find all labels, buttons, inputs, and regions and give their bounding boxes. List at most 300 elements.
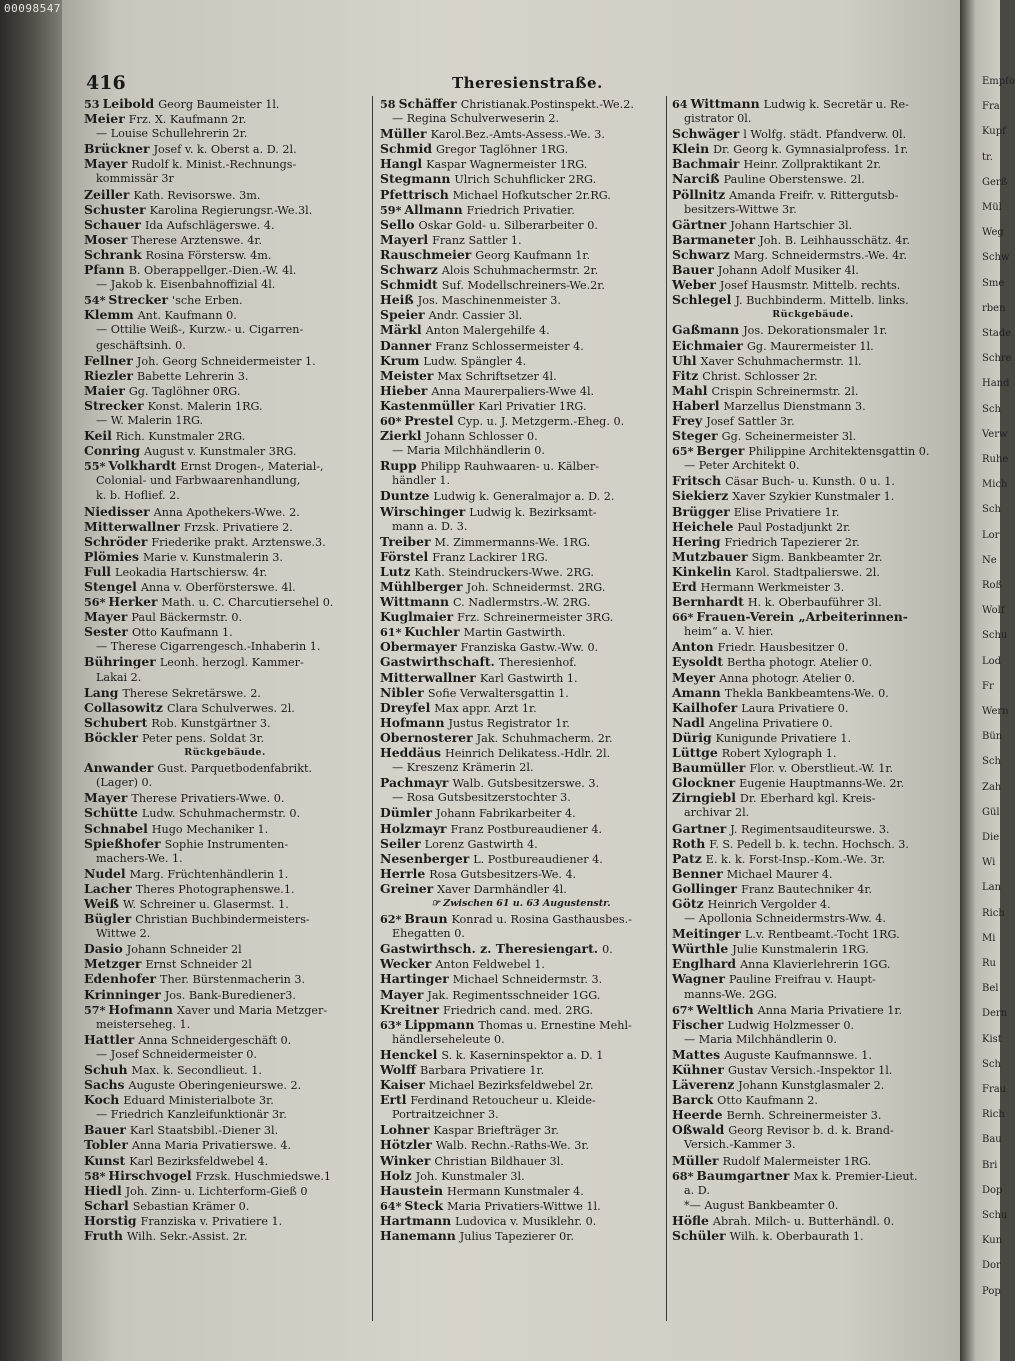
resident-name: Berger (696, 443, 745, 459)
resident-name: Anwander (84, 760, 154, 776)
resident-details: Max appr. Arzt 1r. (434, 701, 537, 715)
resident-name: Pöllnitz (672, 186, 726, 202)
resident-name: Mayer (84, 609, 128, 625)
directory-entry (672, 368, 954, 383)
resident-name: Sester (84, 624, 128, 640)
directory-entry (380, 1137, 662, 1152)
resident-name: Förstel (380, 548, 429, 564)
resident-details: Anna Schneidergeschäft 0. (138, 1033, 292, 1047)
resident-details: Anton Feldwebel 1. (435, 958, 545, 972)
resident-name: Heiß (380, 292, 414, 308)
column-right (672, 96, 954, 1321)
resident-details: Max k. Premier-Lieut. (793, 1169, 918, 1183)
directory-entry (84, 866, 366, 881)
resident-details: Pauline Oberstenswe. 2l. (723, 173, 865, 187)
resident-details: Paul Postadjunkt 2r. (737, 520, 851, 534)
resident-name: Wecker (380, 956, 432, 972)
directory-entry (672, 156, 954, 171)
next-page-fragment: Kist (982, 1033, 1002, 1045)
directory-entry (672, 881, 954, 896)
resident-details: Franz Postbureaudiener 4. (450, 822, 603, 836)
directory-entry (84, 564, 366, 579)
directory-entry (380, 821, 662, 836)
resident-details: Therese Arztenswe. 4r. (131, 233, 263, 247)
resident-details: Portraitzeichner 3. (392, 1108, 499, 1122)
entry-continuation (672, 805, 954, 820)
resident-name: Nibler (380, 684, 424, 700)
directory-entry (380, 654, 662, 669)
next-page-fragment: Dor (982, 1260, 1001, 1272)
resident-details: Otto Kaufmann 2. (717, 1094, 818, 1108)
resident-name: Rupp (380, 458, 417, 474)
resident-details: Maria Privatiers-Wittwe 1l. (447, 1199, 601, 1213)
resident-name: Leibold (102, 96, 155, 111)
resident-details: L. Postbureaudiener 4. (473, 852, 603, 866)
entry-continuation (84, 775, 366, 790)
resident-name: Mayerl (380, 231, 429, 247)
directory-entry (672, 609, 954, 624)
resident-details: Versich.-Kammer 3. (684, 1138, 796, 1152)
resident-details: Franz Bautechniker 4r. (741, 882, 873, 896)
resident-name: Kuchler (404, 624, 460, 640)
resident-details: Karol.Bez.-Amts-Assess.-We. 3. (430, 128, 605, 142)
resident-name: Ertl (380, 1092, 407, 1108)
resident-details: 0. (602, 943, 613, 957)
entry-continuation (84, 473, 366, 488)
entry-continuation (380, 473, 662, 488)
entry-continuation (84, 926, 366, 941)
resident-details: W. Schreiner u. Glasermst. 1. (122, 897, 289, 911)
directory-entry (672, 790, 954, 805)
directory-entry (380, 398, 662, 413)
resident-name: Fitz (672, 367, 699, 383)
directory-entry (380, 1168, 662, 1183)
resident-details: meisterseheg. 1. (96, 1017, 191, 1031)
directory-entry (380, 307, 662, 322)
entry-continuation (672, 911, 954, 926)
directory-entry (84, 383, 366, 398)
directory-entry (672, 564, 954, 579)
resident-details: Martin Gastwirth. (463, 626, 566, 640)
next-page-fragment: Gerß (982, 176, 1008, 188)
column-left (84, 96, 366, 1321)
resident-details: Kaspar Wagnermeister 1RG. (426, 158, 588, 172)
entry-continuation (84, 488, 366, 503)
next-page-fragment: Wolf (982, 605, 1005, 617)
resident-name: Erd (672, 579, 697, 594)
resident-details: Leokadia Hartschiersw. 4r. (115, 565, 268, 579)
resident-name: Seiler (380, 835, 421, 851)
directory-entry (672, 262, 954, 277)
resident-details: — Kreszenz Krämerin 2l. (392, 761, 534, 775)
resident-details: Jos. Maschinenmeister 3. (417, 294, 561, 308)
resident-details: Rudolf Malermeister 1RG. (722, 1154, 872, 1168)
resident-details: Frzsk. Huschmiedswe.1 (195, 1169, 332, 1183)
resident-details: Barbara Privatiere 1r. (420, 1064, 545, 1077)
resident-details: Max. k. Secondlieut. 1. (131, 1064, 262, 1077)
section-heading: Rückgebäude. (772, 309, 854, 321)
directory-entry (672, 1017, 954, 1032)
resident-details: Sigm. Bankbeamter 2r. (751, 550, 883, 564)
resident-name: Hering (672, 533, 721, 549)
directory-entry (672, 1153, 954, 1168)
resident-details: Franz Schlossermeister 4. (435, 339, 584, 353)
house-number: 66* (672, 610, 694, 625)
directory-entry (380, 171, 662, 186)
directory-entry (380, 187, 662, 202)
resident-name: Fritsch (672, 473, 722, 489)
next-page-fragment: Bri (982, 1159, 998, 1171)
resident-name: Meitinger (672, 926, 741, 942)
resident-details: Karl Gastwirth 1. (479, 671, 578, 685)
entry-continuation (84, 1047, 366, 1062)
resident-details: Anton Malergehilfe 4. (425, 324, 550, 338)
resident-details: Gust. Parquetbodenfabrikt. (157, 762, 313, 776)
resident-name: Schauer (84, 216, 141, 232)
resident-details: Konst. Malerin 1RG. (147, 399, 263, 413)
directory-entry (380, 338, 662, 353)
resident-name: Gaßmann (672, 322, 740, 338)
resident-name: Full (84, 563, 112, 579)
directory-entry (380, 202, 662, 217)
directory-entry (672, 322, 954, 337)
directory-entry (380, 971, 662, 986)
directory-entry (380, 685, 662, 700)
next-page-fragment: Kun (982, 1235, 1003, 1247)
resident-name: Amann (672, 684, 721, 700)
entry-continuation (672, 1198, 954, 1213)
resident-details: Christianak.Postinspekt.-We.2. (460, 98, 634, 111)
resident-details: Rich. Kunstmaler 2RG. (115, 430, 246, 444)
resident-details: Johann Adolf Musiker 4l. (717, 264, 859, 278)
resident-name: Weltlich (696, 1001, 754, 1017)
resident-name: Hartmann (380, 1212, 452, 1228)
resident-details: Robert Xylograph 1. (721, 747, 837, 761)
next-page-fragment: Verw (982, 428, 1008, 440)
directory-entry (672, 670, 954, 685)
directory-entry (380, 775, 662, 790)
resident-name: Hirschvogel (108, 1167, 192, 1183)
resident-details: geschäftsinh. 0. (96, 338, 186, 352)
resident-details: Wilh. Sekr.-Assist. 2r. (126, 1230, 248, 1244)
resident-details: Josef Sattler 3r. (706, 414, 795, 428)
directory-entry (380, 564, 662, 579)
resident-details: Colonial- und Farbwaarenhandlung, (96, 474, 301, 488)
resident-name: Tobler (84, 1137, 128, 1153)
resident-details: — W. Malerin 1RG. (96, 413, 204, 427)
resident-name: Schuh (84, 1062, 128, 1077)
directory-entry (380, 247, 662, 262)
entry-continuation (672, 1032, 954, 1047)
directory-entry (84, 760, 366, 775)
directory-entry (84, 504, 366, 519)
resident-name: Haberl (672, 397, 720, 413)
house-number: 65* (672, 444, 694, 459)
resident-details: Ernst Schneider 2l (145, 958, 252, 972)
resident-name: Böckler (84, 729, 138, 745)
resident-details: — Louise Schullehrerin 2r. (96, 127, 248, 141)
resident-details: Anna v. Oberförsterswe. 4l. (140, 581, 296, 594)
resident-name: Mitterwallner (84, 518, 180, 534)
resident-details: Franziska v. Privatiere 1. (140, 1214, 283, 1228)
resident-name: Treiber (380, 533, 431, 549)
directory-entry (84, 911, 366, 926)
house-number: 68* (672, 1168, 694, 1183)
entry-continuation (84, 322, 366, 337)
resident-details: Lorenz Gastwirth 4. (424, 837, 538, 851)
resident-name: Baumüller (672, 760, 746, 776)
resident-details: J. Buchbinderm. Mittelb. links. (735, 294, 909, 308)
resident-name: Kühner (672, 1062, 724, 1077)
resident-details: Eugenie Hauptmanns-We. 2r. (739, 777, 905, 791)
resident-name: Rauschmeier (380, 246, 472, 262)
resident-details: Anna Apothekers-Wwe. 2. (153, 505, 300, 519)
resident-name: Kunst (84, 1152, 126, 1168)
resident-name: Keil (84, 428, 112, 444)
resident-details: Michael Bezirksfeldwebel 2r. (428, 1079, 594, 1093)
resident-name: Dümler (380, 805, 432, 821)
resident-details: Jak. Regimentsschneider 1GG. (427, 988, 601, 1002)
resident-details: Xaver Szykier Kunstmaler 1. (732, 490, 895, 504)
directory-entry (84, 956, 366, 971)
resident-name: Hanemann (380, 1228, 456, 1244)
resident-name: Schrank (84, 246, 142, 262)
resident-name: Mutzbauer (672, 548, 748, 564)
directory-entry (84, 836, 366, 851)
resident-details: Ludwig k. Generalmajor a. D. 2. (433, 490, 615, 504)
next-page-fragment: Ne (982, 554, 997, 566)
resident-name: Danner (380, 337, 432, 353)
directory-entry (380, 609, 662, 624)
resident-details: J. Regimentsauditeurswe. 3. (730, 822, 890, 836)
directory-entry (380, 1062, 662, 1077)
resident-details: Thomas u. Ernestine Mehl- (478, 1018, 632, 1032)
resident-name: Lüttge (672, 745, 718, 761)
entry-continuation (672, 458, 954, 473)
resident-name: Oßwald (672, 1122, 725, 1138)
resident-name: Collasowitz (84, 699, 163, 715)
resident-details: C. Nadlermstrs.-W. 2RG. (453, 596, 591, 610)
directory-entry (380, 458, 662, 473)
resident-name: Brügger (672, 503, 730, 519)
resident-details: Friedrich Privatier. (466, 203, 575, 217)
directory-entry (380, 745, 662, 760)
house-number: 64* (380, 1198, 402, 1213)
directory-entry (672, 413, 954, 428)
directory-entry (84, 368, 366, 383)
resident-details: machers-We. 1. (96, 851, 183, 865)
resident-name: Zierkl (380, 428, 422, 444)
column-divider (372, 96, 373, 1321)
directory-entry (84, 232, 366, 247)
directory-entry (380, 624, 662, 639)
directory-entry (672, 96, 954, 111)
directory-entry (84, 217, 366, 232)
resident-name: Schuster (84, 201, 146, 217)
next-page-fragment: Dop (982, 1184, 1003, 1196)
directory-entry (84, 881, 366, 896)
next-page-fragment: Sch (982, 403, 1001, 415)
directory-entry (84, 292, 366, 307)
resident-details: Babette Lehrerin 3. (137, 369, 249, 383)
resident-name: Krum (380, 352, 420, 368)
resident-name: Greiner (380, 880, 434, 896)
resident-details: Julius Tapezierer 0r. (459, 1230, 574, 1244)
resident-details: kommissär 3r (96, 172, 174, 186)
resident-name: Herrle (380, 865, 426, 881)
entry-continuation (380, 443, 662, 458)
resident-details: Walb. Gutsbesitzerswe. 3. (452, 777, 600, 791)
directory-entry (380, 881, 662, 896)
directory-entry (84, 307, 366, 322)
entry-continuation (380, 519, 662, 534)
house-number: 63* (380, 1017, 402, 1032)
next-page-fragment: Rich (982, 907, 1005, 919)
resident-name: Anton (672, 639, 714, 655)
resident-details: Theresienhof. (498, 656, 577, 670)
resident-details: Flor. v. Oberstlieut.-W. 1r. (749, 762, 894, 776)
resident-details: besitzers-Wittwe 3r. (684, 202, 797, 216)
resident-name: Heichele (672, 518, 734, 534)
resident-name: Götz (672, 895, 704, 911)
resident-details: Hermann Kunstmaler 4. (447, 1184, 584, 1198)
resident-details: Friedrich Tapezierer 2r. (724, 535, 860, 549)
directory-entry (380, 866, 662, 881)
resident-name: Bauer (84, 1122, 126, 1138)
directory-entry (84, 187, 366, 202)
resident-details: Heinrich Vergolder 4. (707, 897, 831, 911)
entry-continuation (672, 1137, 954, 1152)
resident-name: Nesenberger (380, 850, 470, 866)
resident-name: Bachmair (672, 156, 740, 172)
resident-details: — Jakob k. Eisenbahnoffizial 4l. (96, 278, 276, 292)
directory-entry (672, 730, 954, 745)
resident-details: Xaver Darmhändler 4l. (437, 882, 567, 896)
directory-entry (380, 851, 662, 866)
resident-details: l Wolfg. städt. Pfandverw. 0l. (743, 128, 907, 142)
resident-details: Dr. Eberhard kgl. Kreis- (739, 792, 876, 806)
resident-name: Plömies (84, 548, 139, 564)
resident-name: Zirngiebl (672, 790, 736, 806)
resident-details: Suf. Modellschreiners-We.2r. (441, 279, 605, 293)
resident-details: heim“ a. V. hier. (684, 625, 774, 639)
directory-entry (380, 428, 662, 443)
entry-continuation (380, 926, 662, 941)
resident-name: Kuglmaier (380, 609, 454, 625)
directory-entry (84, 1122, 366, 1137)
resident-details: Elise Privatiere 1r. (733, 505, 840, 519)
entry-continuation (380, 790, 662, 805)
resident-name: Metzger (84, 956, 142, 972)
scan-identifier: 00098547 (4, 2, 61, 15)
resident-name: Heddäus (380, 745, 441, 761)
next-page-fragment: Schu (982, 630, 1008, 642)
resident-details: Crispin Schreinermstr. 2l. (711, 384, 859, 398)
directory-entry (672, 715, 954, 730)
resident-name: Pachmayr (380, 775, 449, 791)
directory-entry (672, 1168, 954, 1183)
resident-name: Lacher (84, 880, 132, 896)
resident-details: Therese Sekretärswe. 2. (122, 686, 261, 700)
resident-name: Pfann (84, 262, 125, 278)
resident-name: Kinkelin (672, 563, 732, 579)
directory-entry (84, 941, 366, 956)
resident-details: Angelina Privatiere 0. (708, 716, 833, 730)
resident-name: Wittmann (690, 96, 760, 111)
resident-name: Mayer (380, 986, 424, 1002)
resident-details: archivar 2l. (684, 806, 750, 820)
entry-continuation (84, 1107, 366, 1122)
resident-name: Eysoldt (672, 654, 723, 670)
directory-entry (84, 1002, 366, 1017)
resident-details: Thekla Bankbeamtens-We. 0. (724, 686, 889, 700)
resident-details: B. Oberappellger.-Dien.-W. 4l. (128, 264, 297, 278)
resident-name: Dürig (672, 729, 712, 745)
resident-details: Josef v. k. Oberst a. D. 2l. (153, 143, 297, 157)
resident-name: Kreitner (380, 1001, 440, 1017)
resident-details: Andr. Cassier 3l. (428, 309, 523, 323)
resident-details: Ludwig k. Bezirksamt- (469, 505, 597, 519)
next-page-fragment: tr. (982, 151, 993, 163)
directory-entry (380, 670, 662, 685)
resident-details: 'sche Erben. (172, 294, 243, 308)
resident-details: Pauline Freifrau v. Haupt- (728, 973, 876, 987)
resident-details: Wittwe 2. (96, 927, 151, 941)
house-number: 60* (380, 413, 402, 428)
resident-name: Bügler (84, 911, 132, 927)
resident-details: Franz Lackirer 1RG. (432, 550, 548, 564)
house-number: 54* (84, 293, 106, 308)
resident-details: — Regina Schulverweserin 2. (392, 112, 560, 126)
resident-details: — Apollonia Schneidermstrs-Ww. 4. (684, 912, 886, 926)
resident-name: Lutz (380, 563, 411, 579)
house-number: 59* (380, 202, 402, 217)
directory-entry (380, 579, 662, 594)
next-page-fragment: Lan (982, 882, 1002, 894)
resident-name: Wagner (672, 971, 725, 987)
directory-entry (672, 700, 954, 715)
directory-entry (672, 488, 954, 503)
resident-name: Mitterwallner (380, 669, 476, 685)
resident-details: Jak. Schuhmacherm. 2r. (476, 731, 613, 745)
resident-name: Schwarz (380, 262, 438, 278)
directory-entry (380, 217, 662, 232)
entry-continuation (84, 1017, 366, 1032)
directory-entry (84, 700, 366, 715)
resident-details: Konrad u. Rosina Gasthausbes.- (451, 913, 632, 927)
entry-continuation (672, 624, 954, 639)
directory-entry (672, 398, 954, 413)
resident-name: Läverenz (672, 1077, 735, 1093)
resident-details: Karolina Regierungsr.-We.3l. (149, 203, 313, 217)
directory-entry (672, 1122, 954, 1137)
resident-details: — Josef Schneidermeister 0. (96, 1047, 257, 1061)
next-page-fragment: Bau (982, 1134, 1002, 1146)
resident-details: Joh. Zinn- u. Lichterform-Gieß 0 (125, 1184, 308, 1198)
resident-details: händlerseheleute 0. (392, 1032, 505, 1046)
resident-details: E. k. k. Forst-Insp.-Kom.-We. 3r. (705, 852, 886, 866)
directory-entry (672, 851, 954, 866)
resident-details: Otto Kaufmann 1. (131, 626, 233, 640)
resident-name: Meier (84, 111, 125, 127)
next-page-fragment: Pop (982, 1285, 1001, 1297)
resident-details: Ludwig Holzmesser 0. (727, 1018, 854, 1032)
directory-entry (672, 187, 954, 202)
directory-entry (672, 247, 954, 262)
next-page-fragment: Wi (982, 857, 996, 869)
resident-details: gistrator 0l. (684, 112, 752, 126)
resident-name: Hofmann (380, 714, 445, 730)
